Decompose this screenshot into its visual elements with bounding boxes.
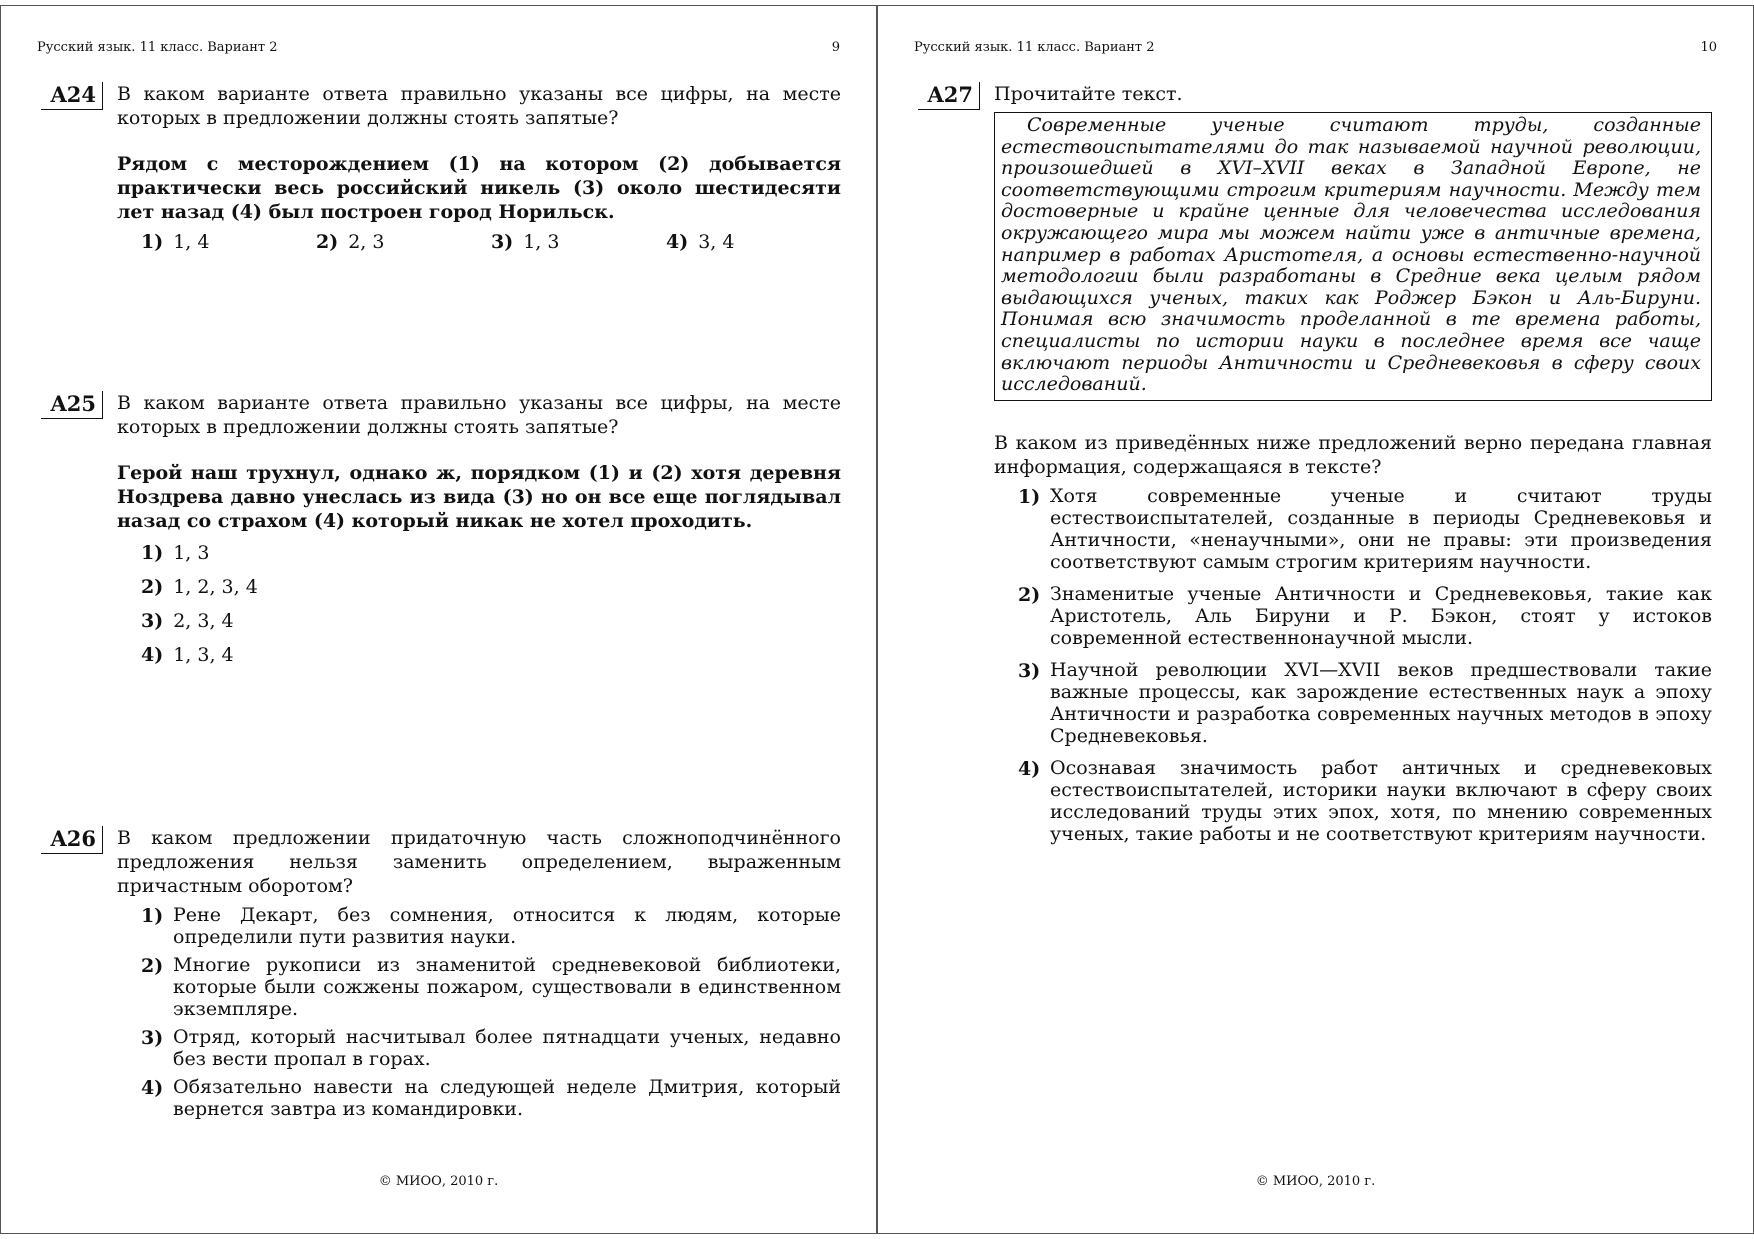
answer-option[interactable]: 2) Многие рукописи из знаменитой средневековой библиотеки, которые были сожжены пожаром, существовали в единственном экземпляре. bbox=[141, 954, 841, 1020]
answer-option[interactable]: 3) Научной революции XVI—XVII веков предшествовали такие важные процессы, как зарождение естественных наук а эпоху Античности и разработка современных научных методов в эпоху Средневековья. bbox=[1018, 658, 1712, 747]
page-number: 10 bbox=[1700, 40, 1717, 55]
answer-options bbox=[141, 904, 841, 1120]
left-page bbox=[0, 5, 877, 1234]
answer-option[interactable]: 2) Знаменитые ученые Античности и Средневековья, такие как Аристотель, Аль Бируни и Р. Бэкон, стоят у истоков современной естественнонаучной мысли. bbox=[1018, 582, 1712, 649]
task-id: A25 bbox=[41, 391, 103, 419]
task-id: A27 bbox=[918, 82, 980, 110]
page-header-title: Русский язык. 11 класс. Вариант 2 bbox=[37, 40, 278, 55]
page-footer: © МИОО, 2010 г. bbox=[378, 1174, 499, 1189]
answer-option[interactable]: 3) 1, 3 bbox=[491, 231, 560, 253]
answer-option[interactable]: 1) Хотя современные ученые и считают труды естествоиспытателей, созданные в периоды Средневековья и Античности, «ненаучными», они не правы: эти произведения соответствуют самым строгим критериям научности. bbox=[1018, 484, 1712, 573]
task-id: A24 bbox=[41, 82, 103, 110]
answer-option[interactable]: 4) Осознавая значимость работ античных и средневековых естествоиспытателей, историки науки включают в сферу своих исследований труды этих эпох, хотя, по мнению современных ученых, такие работы и не соответствуют критериям научности. bbox=[1018, 756, 1712, 845]
answer-options bbox=[141, 541, 841, 667]
answer-option[interactable]: 3) Отряд, который насчитывал более пятнадцати ученых, недавно без вести пропал в горах. bbox=[141, 1026, 841, 1070]
task-question: В каком из приведённых ниже предложений верно передана главная информация, содержащаяся в тексте? bbox=[994, 431, 1712, 478]
answer-option[interactable]: 1) 1, 4 bbox=[141, 231, 210, 253]
answer-option[interactable]: 1) 1, 3 bbox=[141, 542, 210, 564]
task-sentence: Рядом с месторождением (1) на котором (2) добывается практически весь российский никель (3) около шестидесяти лет назад (4) был построен город Норильск. bbox=[117, 153, 841, 223]
task-id: A26 bbox=[41, 826, 103, 854]
answer-option[interactable]: 1) Рене Декарт, без сомнения, относится к людям, которые определили пути развития науки. bbox=[141, 904, 841, 948]
task-question: В каком варианте ответа правильно указаны все цифры, на месте которых в предложении должны стоять запятые? bbox=[117, 83, 841, 129]
answer-option[interactable]: 4) 1, 3, 4 bbox=[141, 644, 234, 666]
answer-option[interactable]: 4) 3, 4 bbox=[666, 231, 735, 253]
page-footer: © МИОО, 2010 г. bbox=[1255, 1174, 1376, 1189]
answer-option[interactable]: 4) Обязательно навести на следующей неделе Дмитрия, который вернется завтра из командировки. bbox=[141, 1076, 841, 1120]
passage-text: Современные ученые считают труды, созданные естествоиспытателями до так называемой научной революции, произошедшей в XVI–XVII веках в Западной Европе, не соответствующими строгим критериям научности. Между тем достоверные и крайне ценные для человечества исследования окружающего мира мы можем найти уже в античные времена, например в работах Аристотеля, а основы естественно-научной методологии были разработаны в Средние века целым рядом выдающихся ученых, таких как Роджер Бэкон и Аль-Бируни. Понимая всю значимость проделанной в те времена работы, специалисты по истории науки в последнее время все чаще включают периоды Античности и Средневековья в сферу своих исследований. bbox=[1001, 114, 1701, 396]
task-question: В каком варианте ответа правильно указаны все цифры, на месте которых в предложении должны стоять запятые? bbox=[117, 392, 841, 438]
answer-option[interactable]: 3) 2, 3, 4 bbox=[141, 610, 234, 632]
answer-option[interactable]: 2) 1, 2, 3, 4 bbox=[141, 576, 258, 598]
page-header-title: Русский язык. 11 класс. Вариант 2 bbox=[914, 40, 1155, 55]
task-sentence: Герой наш трухнул, однако ж, порядком (1) и (2) хотя деревня Ноздрева давно унеслась из вида (3) но он все еще поглядывал назад со страхом (4) который никак не хотел проходить. bbox=[117, 462, 841, 532]
page-number: 9 bbox=[831, 40, 840, 55]
answer-options bbox=[1018, 485, 1712, 845]
answer-option[interactable]: 2) 2, 3 bbox=[316, 231, 385, 253]
task-question: В каком предложении придаточную часть сложноподчинённого предложения нельзя заменить определением, выраженным причастным оборотом? bbox=[117, 827, 841, 897]
reading-passage bbox=[994, 112, 1712, 401]
task-intro: Прочитайте текст. bbox=[994, 83, 1183, 105]
right-page bbox=[877, 5, 1754, 1234]
answer-options bbox=[141, 230, 841, 254]
